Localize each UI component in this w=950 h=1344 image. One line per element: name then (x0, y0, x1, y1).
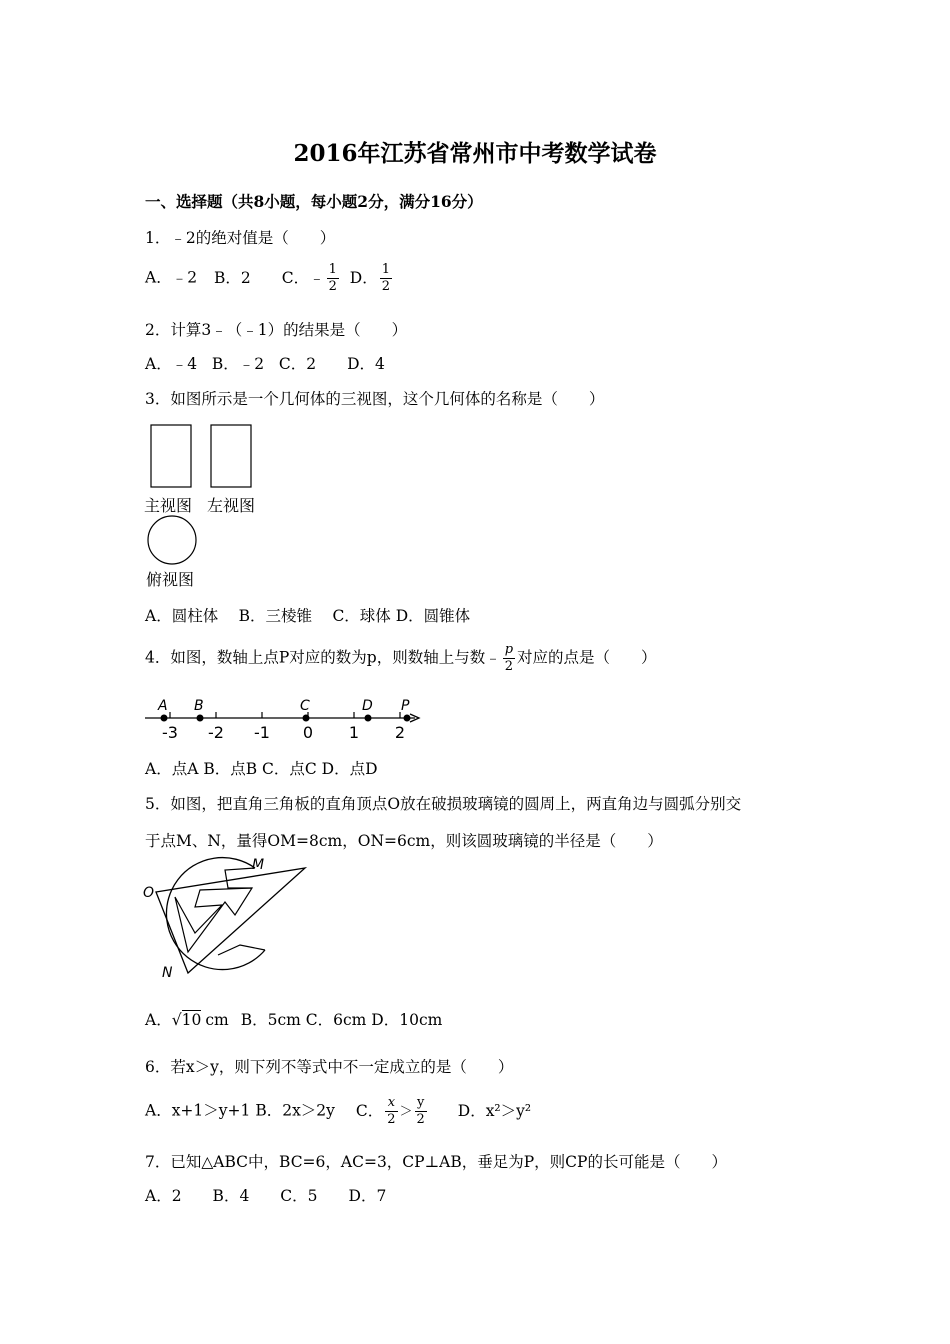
question-2-stem: 2．计算3﹣（﹣1）的结果是（ ） (145, 321, 408, 339)
left-view-label: 左视图 (207, 496, 256, 515)
section-heading: 一、选择题（共8小题，每小题2分，满分16分） (145, 192, 483, 211)
fraction-one-half: $\frac{1}{2}$ (328, 262, 337, 294)
label-n: N (162, 965, 173, 981)
triangle-inner-cutout (175, 888, 252, 952)
fraction-p-over-2: $\frac{p}{2}$ (504, 642, 514, 674)
top-view-circle (148, 516, 196, 564)
question-6-stem: 6．若x＞y，则下列不等式中不一定成立的是（ ） (145, 1058, 514, 1076)
point-label: B (194, 698, 204, 714)
point-label: D (362, 698, 373, 714)
front-view-label: 主视图 (144, 496, 193, 515)
top-view-label: 俯视图 (146, 570, 195, 589)
point-dot (197, 715, 204, 722)
tick-label: -1 (254, 723, 270, 742)
question-5-stem-line1: 5．如图，把直角三角板的直角顶点O放在破损玻璃镜的圆周上，两直角边与圆弧分别交 (145, 795, 742, 813)
question-1-options (145, 262, 394, 295)
mirror-break-edge (218, 945, 265, 955)
broken-mirror-figure (140, 855, 315, 985)
point-dot (161, 715, 168, 722)
triangle-outer (156, 868, 305, 973)
question-7-options: A．2 B．4 C．5 D．7 (145, 1187, 387, 1205)
question-5-stem-line2: 于点M、N，量得OM=8cm，ON=6cm，则该圆玻璃镜的半径是（ ） (145, 832, 663, 850)
option-b: B．2 (214, 268, 251, 287)
question-3-stem: 3．如图所示是一个几何体的三视图，这个几何体的名称是（ ） (145, 390, 605, 408)
tick-label: -3 (162, 723, 178, 742)
tick-label: 2 (394, 723, 406, 742)
option-a: A．﹣2 (145, 268, 198, 287)
option-c: C．﹣ (281, 268, 325, 287)
point-label: C (300, 698, 310, 714)
question-5-options: A．√10 cm B．5cm C．6cm D．10cm (145, 1011, 443, 1029)
point-dot (404, 715, 411, 722)
tick-label: 0 (302, 723, 314, 742)
label-o: O (143, 885, 155, 901)
sqrt-symbol: √ (171, 1011, 182, 1029)
question-6-options: A．x+1＞y+1 B．2x＞2y C． $\frac{x}{2}$ ＞ $\frac{y}{2}$ D．x²＞y² (145, 1095, 532, 1127)
left-view-rect (211, 425, 251, 487)
point-label: A (158, 698, 168, 714)
tick-label: -2 (208, 723, 224, 742)
tick-label: 1 (348, 723, 360, 742)
page-title: 2016年江苏省常州市中考数学试卷 (293, 140, 657, 167)
front-view-rect (151, 425, 191, 487)
point-dot (303, 715, 310, 722)
question-3-options: A．圆柱体 B．三棱锥 C．球体 D．圆锥体 (145, 607, 471, 625)
point-dot (365, 715, 372, 722)
fraction-x-over-2: $\frac{x}{2}$ (387, 1095, 396, 1127)
question-7-stem: 7．已知△ABC中，BC=6，AC=3，CP⊥AB，垂足为P，则CP的长可能是（ ） (145, 1153, 727, 1171)
sqrt-radicand: 10 (181, 1011, 202, 1029)
question-4-stem: 4．如图，数轴上点P对应的数为p，则数轴上与数﹣ $\frac{p}{2}$ 对应的点是（ ） (145, 642, 657, 674)
number-line-figure (140, 695, 430, 745)
point-label: P (401, 698, 410, 714)
label-m: M (252, 857, 265, 873)
fraction-one-half: $\frac{1}{2}$ (381, 262, 391, 294)
question-2-options: A．﹣4 B．﹣2 C．2 D．4 (145, 355, 385, 373)
question-4-options: A．点A B．点B C．点C D．点D (145, 760, 378, 778)
question-1-stem: 1．﹣2的绝对值是（ ） (145, 229, 336, 247)
fraction-y-over-2: $\frac{y}{2}$ (416, 1095, 425, 1127)
option-d: D． (349, 268, 378, 287)
